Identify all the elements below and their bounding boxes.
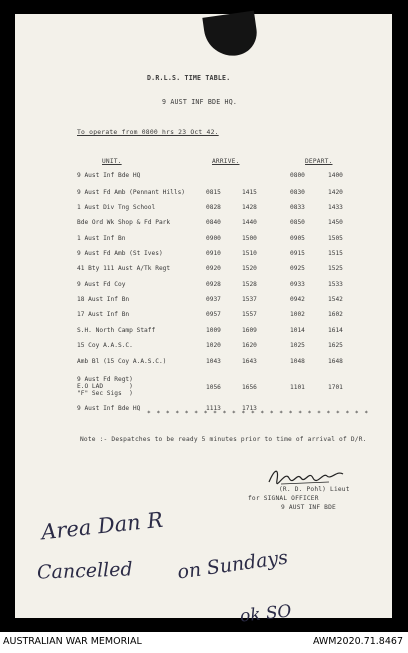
handwritten-note-2: Cancelled (36, 558, 133, 584)
row-depart-am: 0942 (290, 296, 305, 303)
row-unit: 9 Aust Fd Coy (77, 281, 126, 288)
row-depart-am: 0925 (290, 265, 305, 272)
table-row (15, 376, 392, 397)
footer-accession: AWM2020.71.8467 (312, 636, 403, 647)
handwritten-note-3: on Sundays (176, 546, 290, 584)
row-unit: 9 Aust Fd Regt) E.O LAD ) "F" Sec Sigs ) (77, 376, 133, 397)
table-row (15, 172, 392, 184)
row-arrive-am: 0920 (206, 265, 221, 272)
row-depart-pm: 1505 (328, 235, 343, 242)
row-arrive-pm: 1620 (242, 342, 257, 349)
handwritten-note-4: ok SO (239, 601, 293, 627)
operate-line: To operate from 0800 hrs 23 Oct 42. (77, 128, 219, 136)
row-arrive-pm: 1528 (242, 281, 257, 288)
row-arrive-am: 0815 (206, 189, 221, 196)
row-unit: 9 Aust Fd Amb (Pennant Hills) (77, 189, 186, 196)
footer-bar (0, 632, 408, 653)
row-arrive-am: 1009 (206, 327, 221, 334)
table-row (15, 250, 392, 262)
row-depart-pm: 1515 (328, 250, 343, 257)
row-unit: S.H. North Camp Staff (77, 327, 156, 334)
table-row (15, 342, 392, 354)
row-arrive-am: 0928 (206, 281, 221, 288)
row-arrive-am: 0828 (206, 204, 221, 211)
table-row (15, 327, 392, 339)
row-depart-pm: 1648 (328, 358, 343, 365)
document-subtitle: 9 AUST INF BDE HQ. (162, 98, 238, 106)
row-depart-am: 1048 (290, 358, 305, 365)
table-row (15, 311, 392, 323)
row-unit: Amb Bl (15 Coy A.A.S.C.) (77, 358, 167, 365)
row-depart-am: 0833 (290, 204, 305, 211)
ink-blot (202, 11, 259, 60)
row-arrive-am: 0900 (206, 235, 221, 242)
row-unit: 41 Bty 111 Aust A/Tk Regt (77, 265, 171, 272)
row-unit: 18 Aust Inf Bn (77, 296, 130, 303)
row-depart-pm: 1420 (328, 189, 343, 196)
row-arrive-pm: 1537 (242, 296, 257, 303)
row-arrive-pm: 1428 (242, 204, 257, 211)
table-row (15, 281, 392, 293)
row-depart-pm: 1525 (328, 265, 343, 272)
row-arrive-am: 0910 (206, 250, 221, 257)
note-line: Note :- Despatches to be ready 5 minutes prior to time of arrival of D/R. (80, 436, 367, 443)
row-arrive-pm: 1643 (242, 358, 257, 365)
row-depart-am: 1014 (290, 327, 305, 334)
handwritten-note-1: Area Dan R (40, 507, 165, 545)
row-depart-pm: 1602 (328, 311, 343, 318)
row-arrive-am: 1043 (206, 358, 221, 365)
row-depart-am: 0830 (290, 189, 305, 196)
document-title: D.R.L.S. TIME TABLE. (147, 74, 231, 82)
row-unit: 15 Coy A.A.S.C. (77, 342, 133, 349)
row-depart-pm: 1542 (328, 296, 343, 303)
table-row (15, 296, 392, 308)
row-arrive-pm: 1609 (242, 327, 257, 334)
table-row (15, 204, 392, 216)
row-depart-pm: 1533 (328, 281, 343, 288)
row-depart-pm: 1400 (328, 172, 343, 179)
table-row (15, 235, 392, 247)
row-arrive-am: 1056 (206, 384, 221, 391)
row-depart-am: 0905 (290, 235, 305, 242)
row-depart-pm: 1450 (328, 219, 343, 226)
signature-for: for SIGNAL OFFICER (248, 495, 319, 502)
table-row (15, 358, 392, 370)
row-unit: 1 Aust Div Tng School (77, 204, 156, 211)
row-unit: 9 Aust Fd Amb (St Ives) (77, 250, 163, 257)
table-row (15, 219, 392, 231)
row-depart-am: 0933 (290, 281, 305, 288)
table-row (15, 265, 392, 277)
row-arrive-am: 0957 (206, 311, 221, 318)
row-arrive-pm: 1520 (242, 265, 257, 272)
row-unit: 9 Aust Inf Bde HQ (77, 405, 141, 412)
row-arrive-pm: 1557 (242, 311, 257, 318)
row-arrive-am: 0840 (206, 219, 221, 226)
signature-scribble (267, 466, 347, 488)
row-arrive-pm: 1656 (242, 384, 257, 391)
row-arrive-pm: 1510 (242, 250, 257, 257)
row-arrive-am: 0937 (206, 296, 221, 303)
row-arrive-pm: 1713 (242, 405, 257, 412)
row-unit: Bde Ord Wk Shop & Fd Park (77, 219, 171, 226)
row-arrive-am: 1113 (206, 405, 221, 412)
row-depart-am: 0850 (290, 219, 305, 226)
row-arrive-am: 1020 (206, 342, 221, 349)
row-depart-am: 1101 (290, 384, 305, 391)
signature-unit: 9 AUST INF BDE (281, 504, 336, 511)
row-depart-am: 0915 (290, 250, 305, 257)
row-depart-pm: 1433 (328, 204, 343, 211)
row-depart-am: 1025 (290, 342, 305, 349)
row-unit: 1 Aust Inf Bn (77, 235, 126, 242)
footer-institution: AUSTRALIAN WAR MEMORIAL (3, 636, 142, 647)
row-depart-pm: 1614 (328, 327, 343, 334)
header-arrive: ARRIVE. (212, 158, 240, 165)
dotted-divider: * * * * * * * * * * * * * * * * * * * * * * * * (147, 410, 370, 417)
row-arrive-pm: 1500 (242, 235, 257, 242)
row-depart-am: 0800 (290, 172, 305, 179)
row-depart-pm: 1625 (328, 342, 343, 349)
row-unit: 17 Aust Inf Bn (77, 311, 130, 318)
signature-name: (R. D. Pohl) Lieut (279, 486, 350, 493)
row-arrive-pm: 1415 (242, 189, 257, 196)
row-unit: 9 Aust Inf Bde HQ (77, 172, 141, 179)
row-arrive-pm: 1440 (242, 219, 257, 226)
row-depart-pm: 1701 (328, 384, 343, 391)
table-row (15, 189, 392, 201)
header-depart: DEPART. (305, 158, 333, 165)
header-unit: UNIT. (102, 158, 122, 165)
document-page (15, 14, 392, 627)
row-depart-am: 1002 (290, 311, 305, 318)
